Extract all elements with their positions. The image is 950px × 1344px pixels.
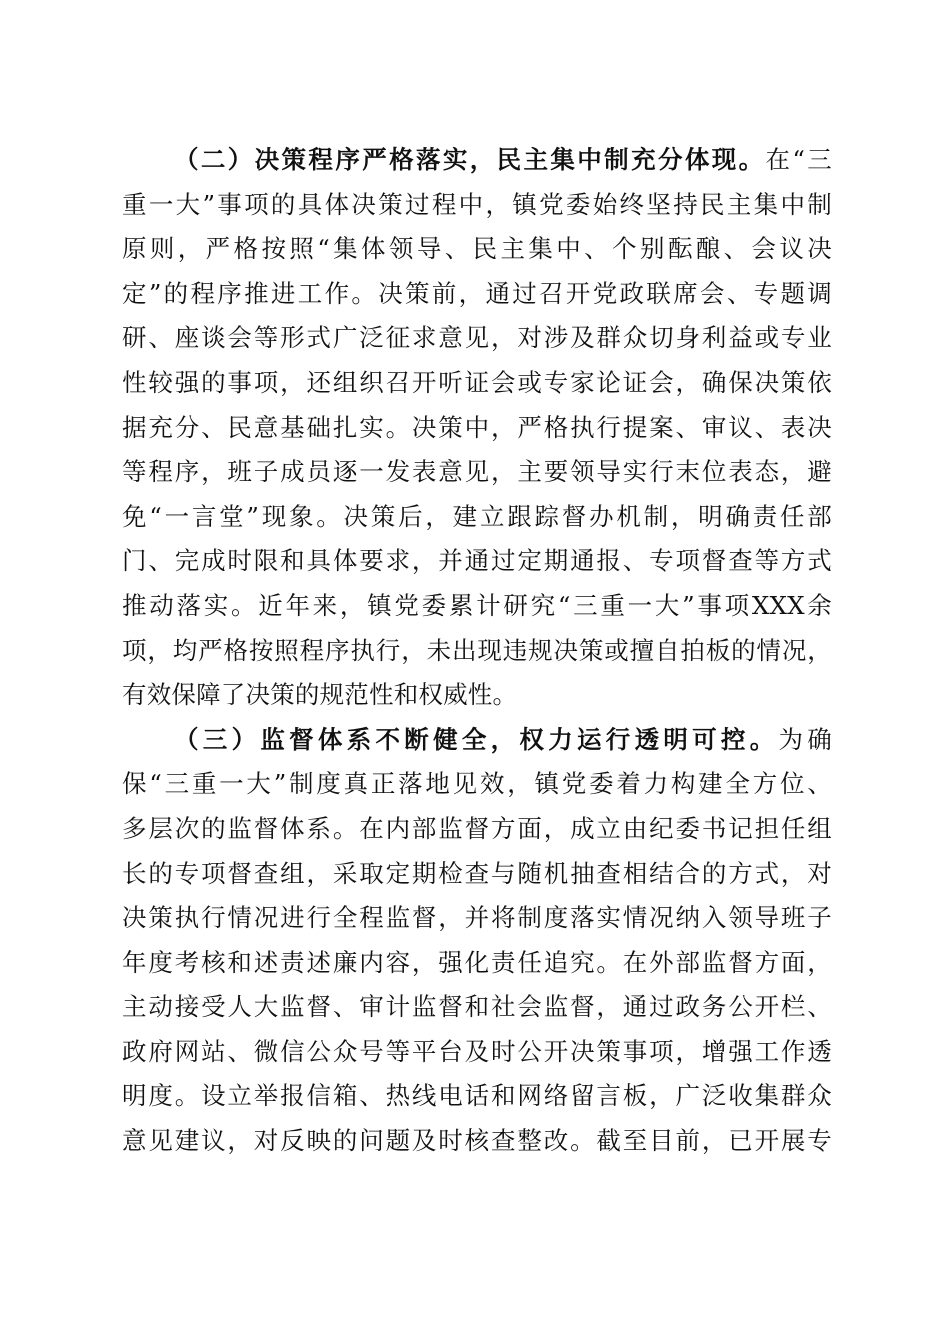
section-2-line-0: 在“三: [765, 145, 832, 174]
section-3-line-5: 年度考核和述责述廉内容，强化责任追究。在外部监督方面，: [122, 947, 832, 977]
section-2-line-9: 门、完成时限和具体要求，并通过定期通报、专项督查等方式: [122, 546, 832, 576]
section-2-line-2: 原则，严格按照“集体领导、民主集中、个别酝酿、会议决: [122, 234, 832, 264]
section-3-heading: （三）监督体系不断健全，权力运行透明可控。: [174, 724, 779, 754]
section-3-line-6: 主动接受人大监督、审计监督和社会监督，通过政务公开栏、: [122, 992, 832, 1022]
section-2-line-4: 研、座谈会等形式广泛征求意见，对涉及群众切身利益或专业: [122, 323, 832, 353]
section-2-line-7: 等程序，班子成员逐一发表意见，主要领导实行末位表态，避: [122, 457, 832, 487]
section-2-line-6: 据充分、民意基础扎实。决策中，严格执行提案、审议、表决: [122, 412, 832, 442]
section-2-line-11: 项，均严格按照程序执行，未出现违规决策或擅自拍板的情况，: [122, 635, 832, 665]
section-2-line-1: 重一大”事项的具体决策过程中，镇党委始终坚持民主集中制: [122, 189, 832, 219]
section-2-line-10: 推动落实。近年来，镇党委累计研究“三重一大”事项XXX余: [122, 590, 832, 620]
section-2-heading: （二）决策程序严格落实，民主集中制充分体现。: [174, 145, 766, 174]
section-3-line-7: 政府网站、微信公众号等平台及时公开决策事项，增强工作透: [122, 1036, 832, 1066]
section-3-line-2: 多层次的监督体系。在内部监督方面，成立由纪委书记担任组: [122, 813, 832, 843]
section-2-line-5: 性较强的事项，还组织召开听证会或专家论证会，确保决策依: [122, 367, 832, 397]
section-3-line-9: 意见建议，对反映的问题及时核查整改。截至目前，已开展专: [122, 1126, 832, 1156]
section-2-line-3: 定”的程序推进工作。决策前，通过召开党政联席会、专题调: [122, 278, 832, 308]
section-3-line-4: 决策执行情况进行全程监督，并将制度落实情况纳入领导班子: [122, 903, 832, 933]
section-3-line-8: 明度。设立举报信箱、热线电话和网络留言板，广泛收集群众: [122, 1081, 832, 1111]
section-2-line-12: 有效保障了决策的规范性和权威性。: [122, 680, 518, 710]
body-text: [122, 138, 832, 1164]
section-3-line-3: 长的专项督查组，采取定期检查与随机抽查相结合的方式，对: [122, 858, 832, 888]
section-3-line-0: 为确: [778, 724, 833, 754]
section-3-first-line: [122, 718, 832, 763]
section-2-line-8: 免“一言堂”现象。决策后，建立跟踪督办机制，明确责任部: [122, 501, 832, 531]
section-3-line-1: 保“三重一大”制度真正落地见效，镇党委着力构建全方位、: [122, 769, 832, 799]
section-2-first-line: [122, 138, 832, 183]
